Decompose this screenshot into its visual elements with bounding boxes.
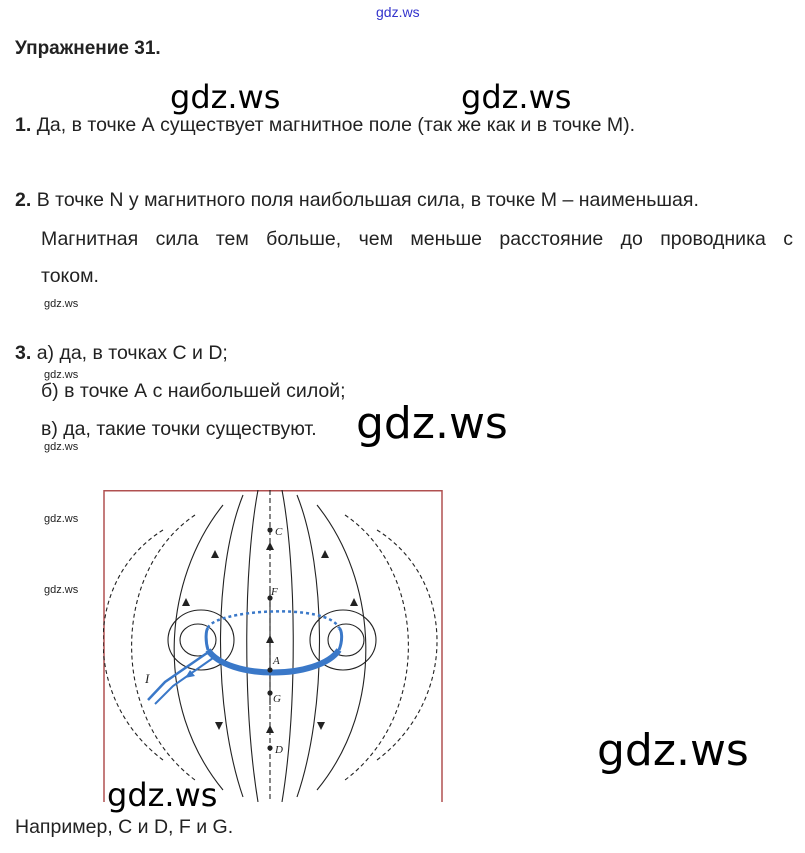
watermark: gdz.ws: [461, 78, 572, 116]
word: чем: [358, 228, 393, 250]
arrow-icon: [350, 598, 358, 606]
arrow-icon: [266, 725, 274, 733]
field-line: [247, 490, 258, 802]
point-d: [267, 745, 272, 750]
watermark: gdz.ws: [44, 298, 79, 310]
field-loop: [328, 624, 364, 656]
watermark: gdz.ws: [44, 441, 79, 453]
word: с: [783, 228, 793, 250]
magnetic-field-figure: [103, 490, 443, 802]
answer-number: 1.: [15, 114, 32, 136]
answer-number: 3.: [15, 342, 32, 364]
point-a: [267, 667, 272, 672]
arrow-icon: [266, 542, 274, 550]
answer-2-line-3: током.: [41, 265, 99, 287]
answer-3-line-1: [15, 342, 228, 365]
label-a: A: [273, 655, 280, 667]
word: больше,: [266, 228, 342, 250]
answer-number: 2.: [15, 189, 32, 211]
word: тем: [215, 228, 249, 250]
field-line: [221, 495, 244, 797]
point-g: [267, 690, 272, 695]
answer-2-line-1: [15, 189, 699, 212]
point-c: [267, 527, 272, 532]
word: меньше: [410, 228, 483, 250]
answer-text: а) да, в точках С и D;: [36, 342, 228, 364]
loop-left-end: [206, 628, 208, 650]
arrow-icon: [211, 550, 219, 558]
watermark: gdz.ws: [44, 584, 79, 596]
label-d: D: [275, 744, 283, 756]
watermark: gdz.ws: [356, 398, 508, 449]
arrow-icon: [182, 598, 190, 606]
label-c: C: [275, 526, 283, 538]
field-line: [377, 530, 437, 760]
footer-example: Например, С и D, F и G.: [15, 816, 234, 838]
lead-wire: [155, 658, 213, 704]
watermark: gdz.ws: [44, 513, 79, 525]
watermark: gdz.ws: [170, 78, 281, 116]
answer-2-line-2: [41, 228, 793, 251]
field-lines: [103, 490, 437, 802]
arrow-icon: [215, 722, 223, 730]
label-f: F: [271, 586, 278, 598]
word: до: [620, 228, 643, 250]
field-line: [297, 495, 320, 797]
current-loop: [148, 611, 342, 704]
watermark: gdz.ws: [597, 725, 749, 776]
answer-text: В точке N у магнитного поля наибольшая сила, в точке М – наименьшая.: [36, 189, 699, 211]
lead-wire: [148, 653, 207, 700]
arrow-icon: [321, 550, 329, 558]
watermark: gdz.ws: [44, 369, 79, 381]
label-g: G: [273, 693, 281, 705]
word: расстояние: [499, 228, 604, 250]
watermark-top: gdz.ws: [376, 4, 420, 20]
field-line: [103, 530, 163, 760]
answer-1: [15, 114, 635, 137]
exercise-title: Упражнение 31.: [15, 38, 161, 59]
field-line: [282, 490, 293, 802]
answer-3-line-2: б) в точке А с наибольшей силой;: [41, 380, 346, 402]
word: проводника: [660, 228, 766, 250]
loop-right-end: [339, 628, 342, 650]
arrow-icon: [266, 635, 274, 643]
arrow-icon: [317, 722, 325, 730]
word: сила: [155, 228, 199, 250]
answer-text: Да, в точке А существует магнитное поле (так же как и в точке М).: [36, 114, 635, 136]
label-current: I: [145, 671, 150, 686]
answer-3-line-3: в) да, такие точки существуют.: [41, 418, 317, 440]
watermark: gdz.ws: [107, 776, 218, 814]
word: Магнитная: [41, 228, 139, 250]
